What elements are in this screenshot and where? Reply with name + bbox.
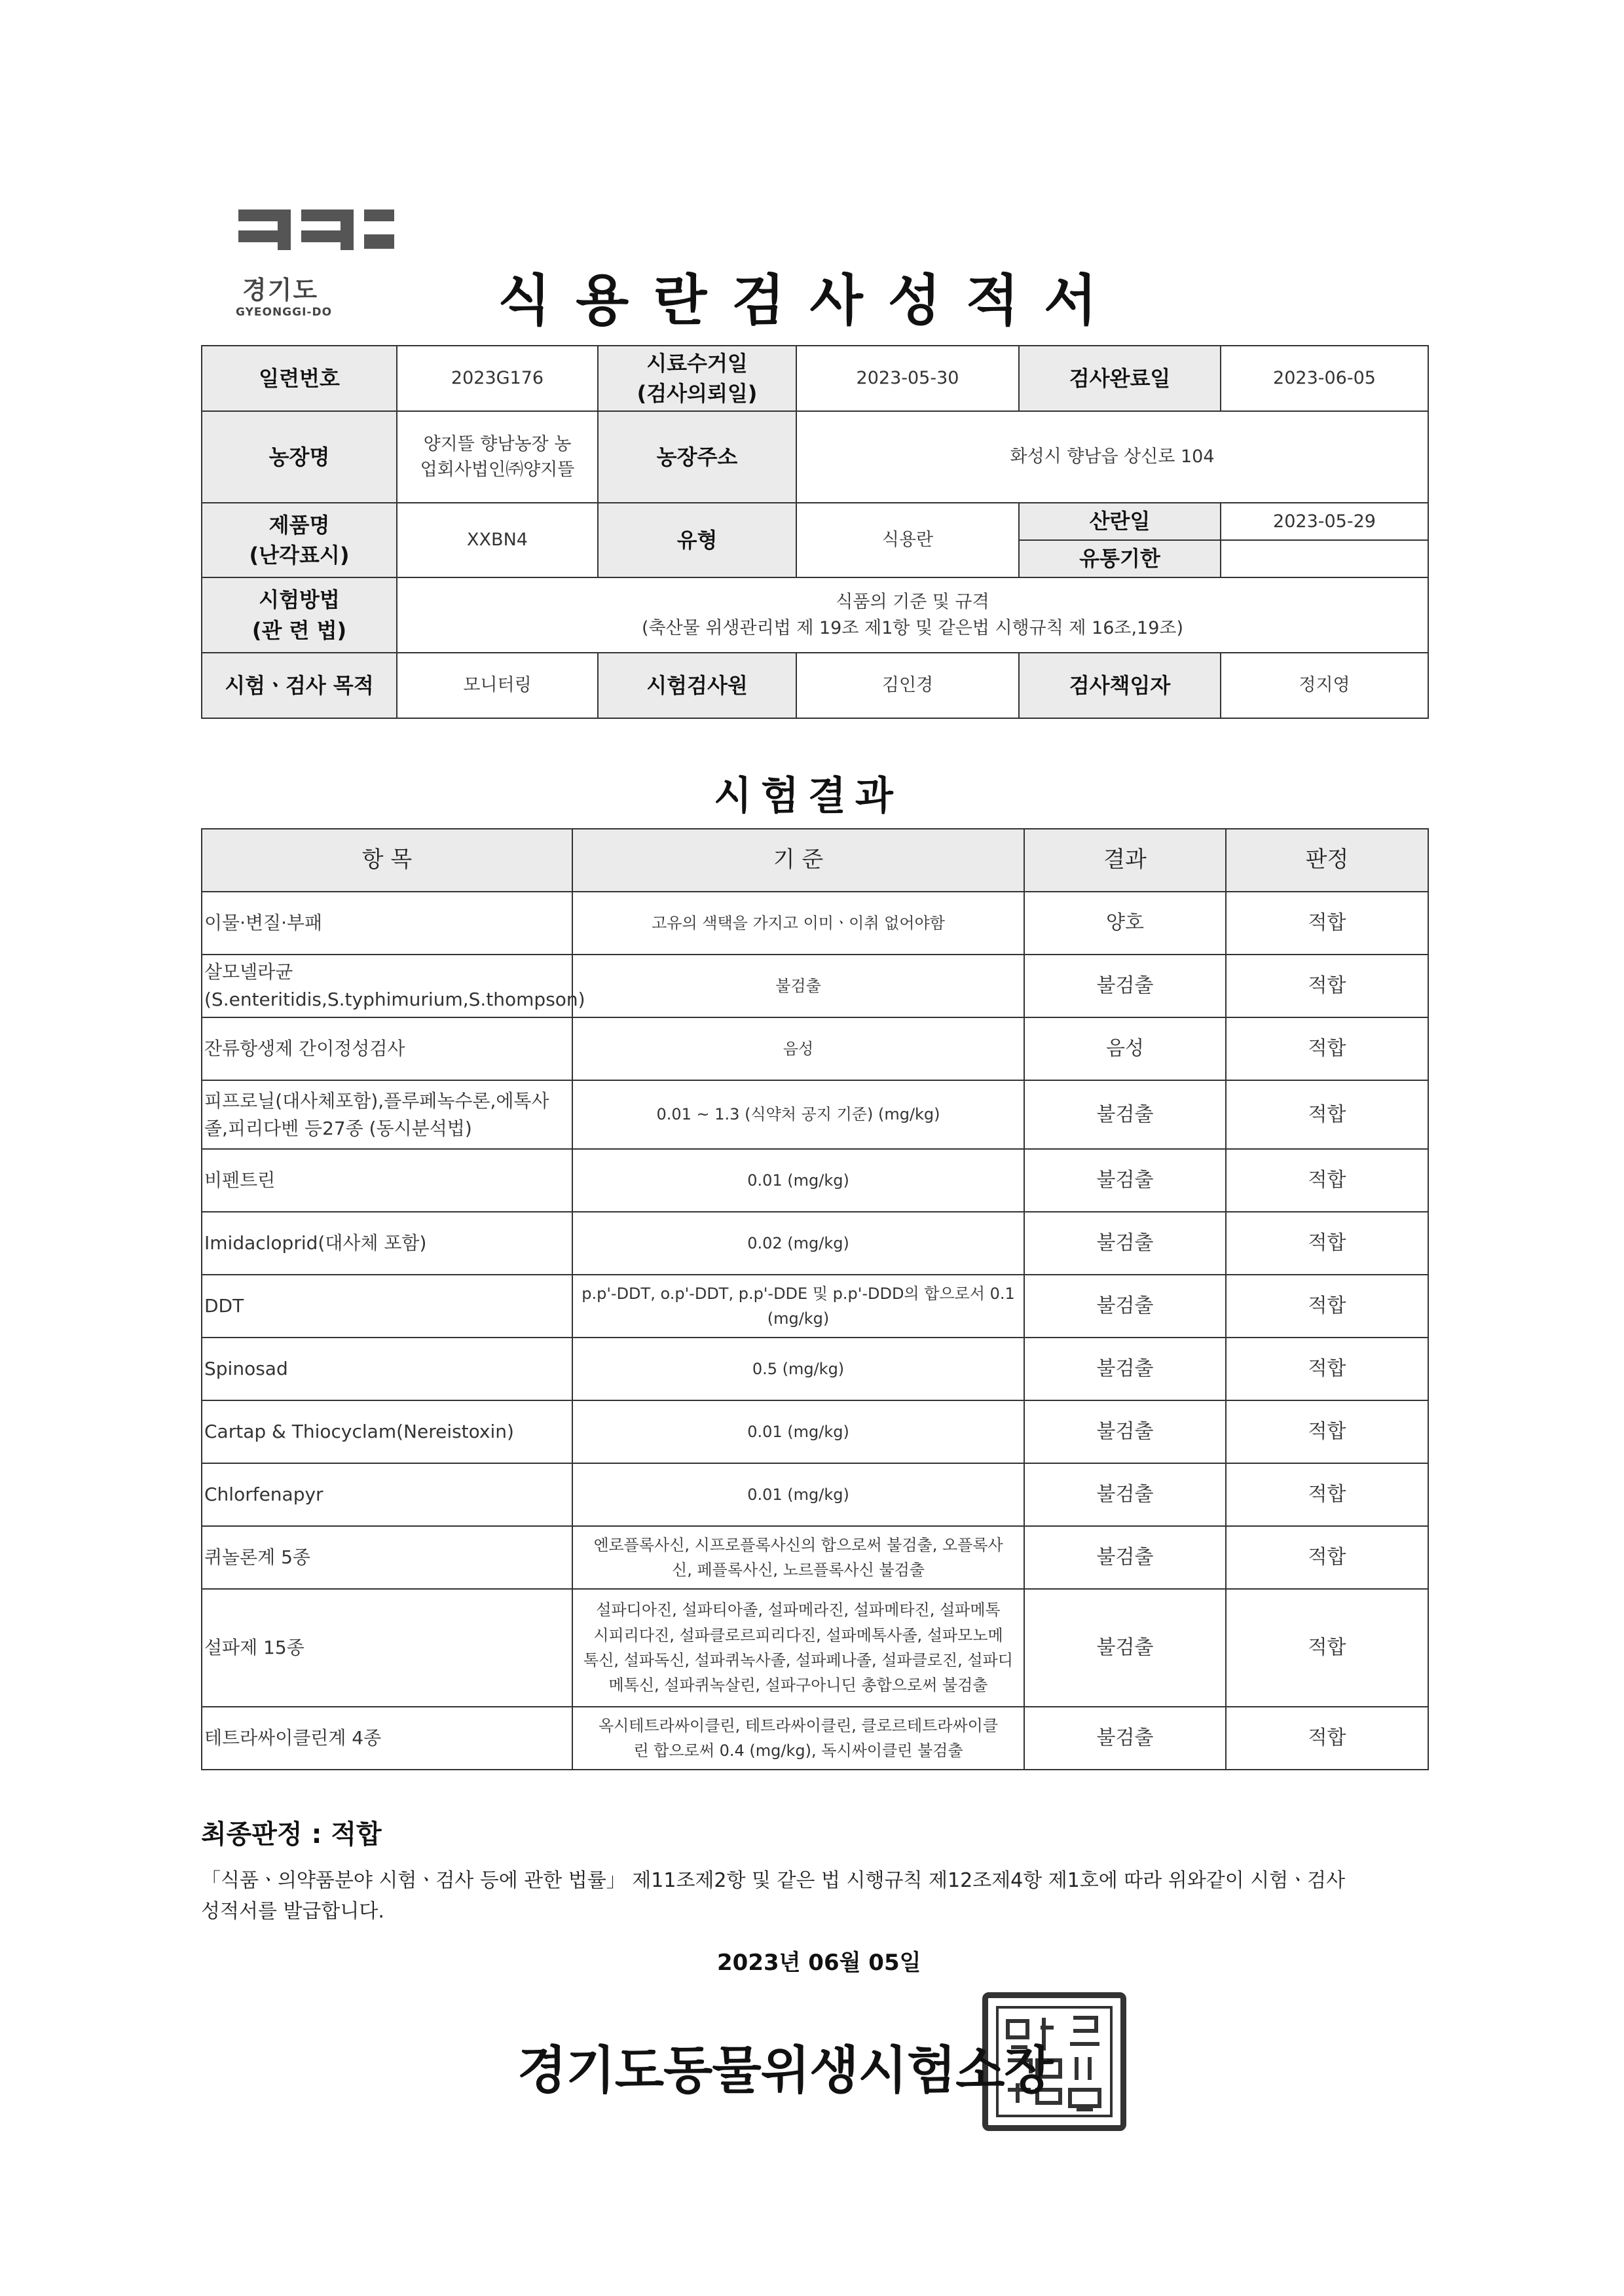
standard-cell-line: 0.01 (mg/kg) <box>747 1485 849 1504</box>
standard-cell-line: 메톡신, 설파퀴녹살린, 설파구아니딘 총합으로써 불검출 <box>608 1676 988 1695</box>
sample-date-label-line2: (검사의뢰일) <box>637 381 758 406</box>
info-row <box>202 653 1428 718</box>
result-cell: 불검출 <box>1024 1212 1226 1275</box>
item-cell <box>202 1400 572 1463</box>
result-cell: 불검출 <box>1024 1589 1226 1707</box>
judgment-cell: 적합 <box>1226 955 1428 1017</box>
item-cell-line: Imidacloprid(대사체 포함) <box>204 1232 427 1254</box>
sample-date-value: 2023-05-30 <box>796 346 1019 411</box>
purpose-value: 모니터링 <box>397 653 598 718</box>
manager-label: 검사책임자 <box>1019 653 1221 718</box>
standard-cell <box>572 1212 1024 1275</box>
standard-cell-line: 0.02 (mg/kg) <box>747 1233 849 1252</box>
type-label: 유형 <box>598 503 796 577</box>
table-row <box>202 1275 1428 1338</box>
judgment-cell: 적합 <box>1226 1080 1428 1149</box>
standard-cell <box>572 1400 1024 1463</box>
item-cell-line: 피프로닐(대사체포함),플루페녹수론,에톡사 <box>204 1089 549 1112</box>
judgment-cell: 적합 <box>1226 1526 1428 1589</box>
item-cell <box>202 1707 572 1770</box>
standard-cell <box>572 1017 1024 1080</box>
result-cell: 불검출 <box>1024 1463 1226 1526</box>
logo-mark-icon <box>236 204 399 257</box>
results-body <box>202 892 1428 1770</box>
result-cell: 불검출 <box>1024 1149 1226 1212</box>
item-cell <box>202 1212 572 1275</box>
issuer-name: 경기도동물위생시험소장 <box>517 2041 1053 2100</box>
results-title: 시험결과 <box>714 773 902 819</box>
final-judgment: 최종판정 : 적합 <box>201 1819 382 1850</box>
manager-value: 정지영 <box>1221 653 1428 718</box>
logo-subtitle: GYEONGGI-DO <box>236 306 333 319</box>
result-cell: 불검출 <box>1024 1080 1226 1149</box>
standard-cell-line: 불검출 <box>775 976 821 995</box>
standard-cell-line: 엔로플록사신, 시프로플록사신의 합으로써 불검출, 오플록사 <box>593 1535 1003 1554</box>
item-cell <box>202 1589 572 1707</box>
standard-cell-line: 0.01 ~ 1.3 (식약처 공지 기준) (mg/kg) <box>656 1105 940 1124</box>
table-row <box>202 1149 1428 1212</box>
header-standard: 기 준 <box>572 829 1024 892</box>
standard-cell-line: 설파디아진, 설파티아졸, 설파메라진, 설파메타진, 설파메톡 <box>596 1601 1001 1620</box>
result-cell: 불검출 <box>1024 955 1226 1017</box>
judgment-cell: 적합 <box>1226 1338 1428 1400</box>
method-label-line1: 시험방법 <box>259 587 340 613</box>
standard-cell-line: p.p'-DDT, o.p'-DDT, p.p'-DDE 및 p.p'-DDD의 합으로서 0.1 <box>581 1284 1015 1303</box>
result-cell: 불검출 <box>1024 1275 1226 1338</box>
product-label-line1: 제품명 <box>268 512 330 538</box>
completion-label: 검사완료일 <box>1019 346 1221 411</box>
type-value: 식용란 <box>796 503 1019 577</box>
item-cell-line: 비펜트린 <box>204 1169 276 1191</box>
laying-date-value: 2023-05-29 <box>1221 503 1428 540</box>
farm-name-line1: 양지뜰 향남농장 농 <box>423 433 572 454</box>
header-judgment: 판정 <box>1226 829 1428 892</box>
standard-cell-line: 옥시테트라싸이클린, 테트라싸이클린, 클로르테트라싸이클 <box>598 1716 999 1735</box>
table-row <box>202 1080 1428 1149</box>
item-cell <box>202 892 572 955</box>
judgment-cell: 적합 <box>1226 1589 1428 1707</box>
item-cell-line: Chlorfenapyr <box>204 1484 323 1505</box>
tester-value: 김인경 <box>796 653 1019 718</box>
logo-name: 경기도 <box>242 276 319 304</box>
product-label-line2: (난각표시) <box>249 543 350 568</box>
results-header-row <box>202 829 1428 892</box>
gyeonggi-logo <box>236 204 399 322</box>
table-row <box>202 1017 1428 1080</box>
tester-label: 시험검사원 <box>598 653 796 718</box>
standard-cell <box>572 1526 1024 1589</box>
item-cell-line: Cartap & Thiocyclam(Nereistoxin) <box>204 1421 514 1442</box>
expiry-label: 유통기한 <box>1019 540 1221 577</box>
info-row <box>202 503 1428 540</box>
item-cell <box>202 1017 572 1080</box>
standard-cell <box>572 1275 1024 1338</box>
result-cell: 음성 <box>1024 1017 1226 1080</box>
product-value: XXBN4 <box>397 503 598 577</box>
table-row <box>202 1338 1428 1400</box>
item-cell-line: 테트라싸이클린계 4종 <box>204 1727 382 1749</box>
table-row <box>202 1212 1428 1275</box>
standard-cell-line: 음성 <box>783 1039 814 1058</box>
standard-cell-line: (mg/kg) <box>767 1309 830 1328</box>
table-row <box>202 955 1428 1017</box>
standard-cell-line: 톡신, 설파독신, 설파퀴녹사졸, 설파페나졸, 설파클로진, 설파디 <box>583 1651 1013 1669</box>
standard-cell <box>572 1149 1024 1212</box>
header-result: 결과 <box>1024 829 1226 892</box>
info-row <box>202 577 1428 653</box>
statement-line2: 성적서를 발급합니다. <box>201 1899 384 1923</box>
item-cell <box>202 1463 572 1526</box>
statement-line1: 「식품ㆍ의약품분야 시험ㆍ검사 등에 관한 법률」 제11조제2항 및 같은 법 시행규칙 제12조제4항 제1호에 따라 위와같이 시험ㆍ검사 <box>201 1869 1346 1892</box>
purpose-label: 시험ㆍ검사 목적 <box>202 653 397 718</box>
standard-cell-line: 시피리다진, 설파클로르피리다진, 설파메톡사졸, 설파모노메 <box>593 1626 1003 1645</box>
serial-label: 일련번호 <box>202 346 397 411</box>
farm-address-value: 화성시 향남읍 상신로 104 <box>796 411 1428 503</box>
result-cell: 불검출 <box>1024 1526 1226 1589</box>
item-cell <box>202 1338 572 1400</box>
item-cell-line: 퀴놀론계 5종 <box>204 1546 310 1568</box>
judgment-cell: 적합 <box>1226 1400 1428 1463</box>
standard-cell-line: 0.01 (mg/kg) <box>747 1171 849 1190</box>
method-value-line2: (축산물 위생관리법 제 19조 제1항 및 같은법 시행규칙 제 16조,19조) <box>641 617 1184 638</box>
standard-cell <box>572 1338 1024 1400</box>
result-cell: 불검출 <box>1024 1707 1226 1770</box>
table-row <box>202 892 1428 955</box>
item-cell <box>202 955 585 1017</box>
standard-cell <box>572 1080 1024 1149</box>
product-label <box>202 503 397 577</box>
item-cell-line: Spinosad <box>204 1358 288 1379</box>
item-cell-line: 잔류항생제 간이정성검사 <box>204 1038 405 1059</box>
table-row <box>202 1526 1428 1589</box>
standard-cell <box>572 1463 1024 1526</box>
farm-name-line2: 업회사법인㈜양지뜰 <box>420 460 575 480</box>
item-cell-line: 설파제 15종 <box>204 1637 304 1658</box>
standard-cell-line: 린 합으로써 0.4 (mg/kg), 독시싸이클린 불검출 <box>633 1741 963 1760</box>
standard-cell <box>572 955 1024 1017</box>
laying-date-label: 산란일 <box>1019 503 1221 540</box>
method-value <box>397 577 1428 653</box>
header-item: 항 목 <box>202 829 572 892</box>
results-table <box>201 828 1429 1770</box>
standard-cell-line: 0.5 (mg/kg) <box>752 1359 845 1378</box>
judgment-cell: 적합 <box>1226 1275 1428 1338</box>
method-label <box>202 577 397 653</box>
standard-cell-line: 신, 페플록사신, 노르플록사신 불검출 <box>672 1561 925 1579</box>
method-label-line2: (관 련 법) <box>251 617 347 643</box>
item-cell <box>202 1275 572 1338</box>
item-cell-line: 졸,피리다벤 등27종 (동시분석법) <box>204 1117 472 1139</box>
farm-address-label: 농장주소 <box>598 411 796 503</box>
standard-cell <box>572 1707 1024 1770</box>
result-cell: 불검출 <box>1024 1400 1226 1463</box>
expiry-value <box>1221 540 1428 577</box>
item-cell-line: DDT <box>204 1295 244 1317</box>
sample-date-label-line1: 시료수거일 <box>646 350 748 376</box>
serial-value: 2023G176 <box>397 346 598 411</box>
standard-cell-line: 고유의 색택을 가지고 이미ㆍ이취 없어야함 <box>652 913 945 932</box>
result-cell: 불검출 <box>1024 1338 1226 1400</box>
item-cell <box>202 1080 572 1149</box>
item-cell <box>202 1526 572 1589</box>
table-row <box>202 1707 1428 1770</box>
table-row <box>202 1589 1428 1707</box>
judgment-cell: 적합 <box>1226 1212 1428 1275</box>
standard-cell <box>572 892 1024 955</box>
judgment-cell: 적합 <box>1226 1463 1428 1526</box>
farm-name-value <box>397 411 598 503</box>
issue-date: 2023년 06월 05일 <box>717 1950 921 1976</box>
item-cell <box>202 1149 572 1212</box>
issuance-statement <box>201 1866 1439 1927</box>
item-cell-line: 이물·변질·부패 <box>204 912 323 934</box>
result-cell: 양호 <box>1024 892 1226 955</box>
document-title: 식용란검사성적서 <box>498 268 1122 333</box>
info-row <box>202 411 1428 503</box>
table-row <box>202 1463 1428 1526</box>
method-value-line1: 식품의 기준 및 규격 <box>836 592 989 613</box>
sample-date-label <box>598 346 796 411</box>
completion-value: 2023-06-05 <box>1221 346 1428 411</box>
item-cell-line: (S.enteritidis,S.typhimurium,S.thompson) <box>204 989 585 1010</box>
judgment-cell: 적합 <box>1226 1707 1428 1770</box>
standard-cell-line: 0.01 (mg/kg) <box>747 1422 849 1441</box>
info-table <box>201 345 1429 719</box>
judgment-cell: 적합 <box>1226 1017 1428 1080</box>
table-row <box>202 1400 1428 1463</box>
judgment-cell: 적합 <box>1226 892 1428 955</box>
item-cell-line: 살모넬라균 <box>204 961 293 983</box>
farm-name-label: 농장명 <box>202 411 397 503</box>
judgment-cell: 적합 <box>1226 1149 1428 1212</box>
info-row <box>202 346 1428 411</box>
standard-cell <box>572 1589 1024 1707</box>
